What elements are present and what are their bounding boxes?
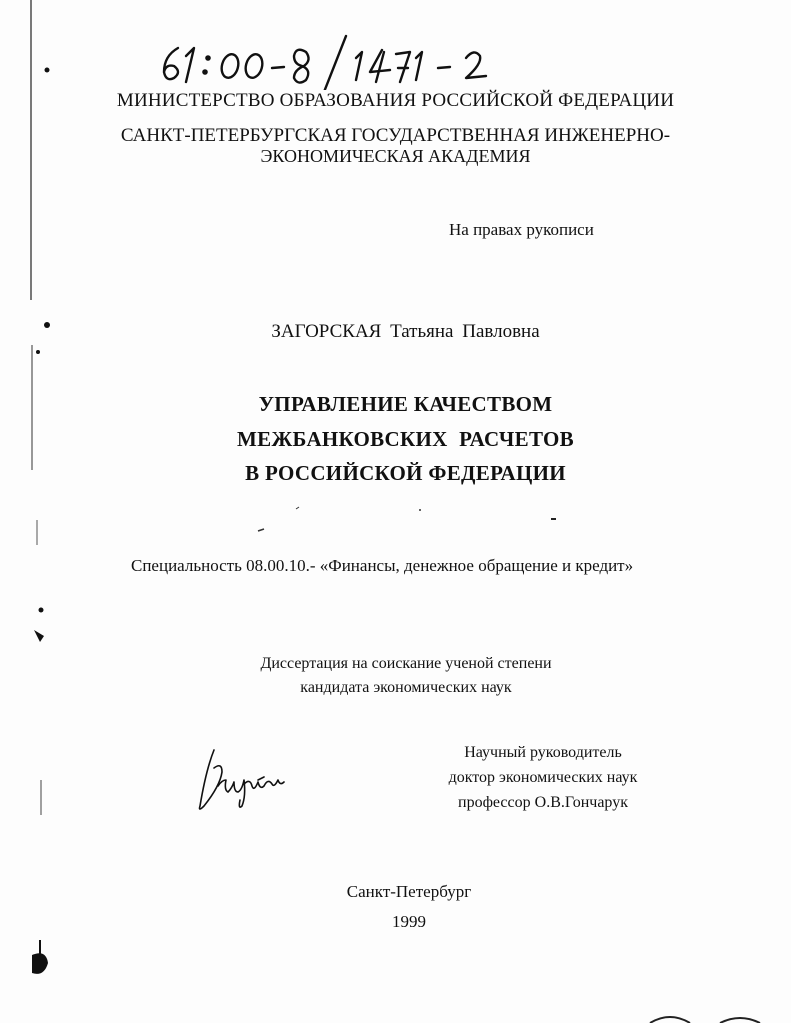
specialty-line: Специальность 08.00.10.- «Финансы, денежное обращение и кредит»	[131, 556, 634, 575]
degree-line2: кандидата экономических наук	[300, 679, 512, 696]
academy-name-line2: ЭКОНОМИЧЕСКАЯ АКАДЕМИЯ	[260, 146, 531, 166]
supervisor-name: профессор О.В.Гончарук	[458, 794, 628, 811]
thesis-title-line1: УПРАВЛЕНИЕ КАЧЕСТВОМ	[258, 392, 553, 416]
ministry-heading: МИНИСТЕРСТВО ОБРАЗОВАНИЯ РОССИЙСКОЙ ФЕДЕРАЦИИ	[116, 90, 675, 111]
degree-line1: Диссертация на соискание ученой степени	[260, 655, 552, 672]
author-name: ЗАГОРСКАЯ Татьяна Павловна	[271, 321, 540, 342]
thesis-title-line2: МЕЖБАНКОВСКИХ РАСЧЕТОВ	[237, 427, 574, 451]
supervisor-degree: доктор экономических наук	[448, 769, 638, 786]
signature-icon	[188, 740, 298, 820]
manuscript-note: На правах рукописи	[449, 220, 594, 239]
footer-year: 1999	[392, 912, 426, 931]
author-signature	[188, 740, 298, 820]
thesis-title-line3: В РОССИЙСКОЙ ФЕДЕРАЦИИ	[245, 461, 566, 485]
supervisor-role: Научный руководитель	[464, 744, 622, 761]
footer-city: Санкт-Петербург	[346, 882, 472, 901]
academy-name-line1: САНКТ-ПЕТЕРБУРГСКАЯ ГОСУДАРСТВЕННАЯ ИНЖЕНЕРНО-	[120, 125, 671, 146]
handwritten-code-icon	[150, 30, 530, 90]
archive-code-handwritten	[150, 30, 530, 90]
